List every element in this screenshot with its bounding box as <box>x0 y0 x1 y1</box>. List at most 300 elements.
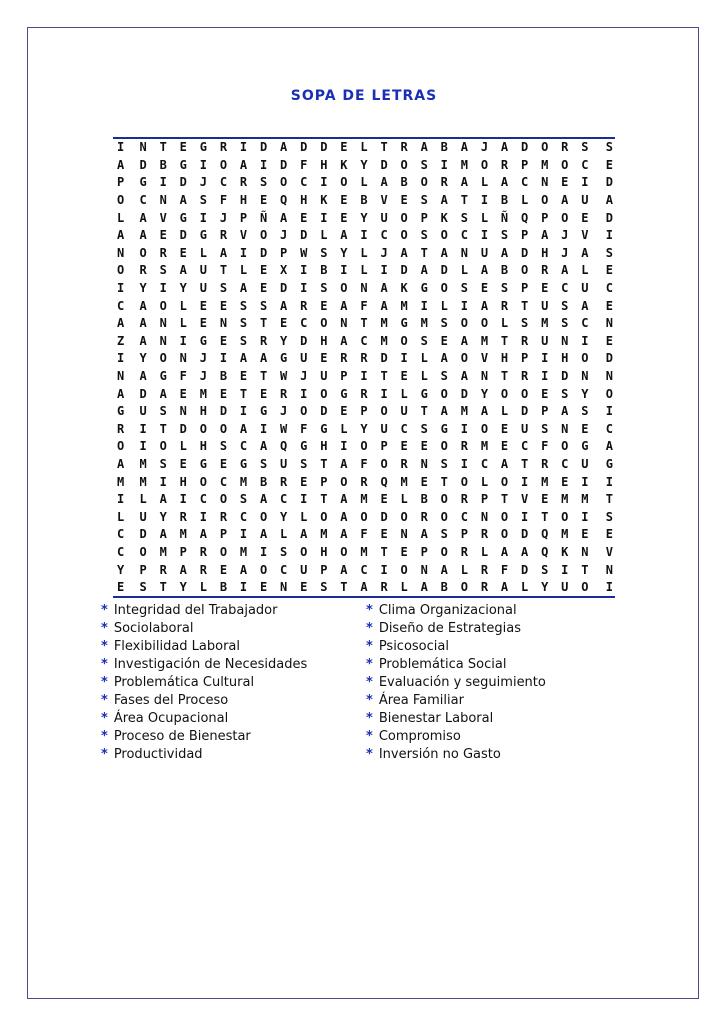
grid-letter: C <box>460 509 468 524</box>
grid-letter: M <box>239 544 248 559</box>
grid-letter: E <box>420 439 428 454</box>
bullet-asterisk: * <box>366 675 373 690</box>
grid-letter: K <box>561 544 569 559</box>
grid-letter: G <box>179 210 187 225</box>
grid-letter: I <box>400 351 408 366</box>
grid-letter: Q <box>280 193 288 208</box>
grid-row <box>113 297 615 315</box>
grid-letter: L <box>420 351 428 366</box>
grid-letter: C <box>561 456 569 471</box>
grid-letter: A <box>460 333 468 348</box>
grid-letter: A <box>420 263 428 278</box>
grid-letter: A <box>340 228 348 243</box>
grid-letter: E <box>159 228 167 243</box>
grid-letter: I <box>139 439 147 454</box>
grid-letter: N <box>605 562 613 577</box>
grid-letter: G <box>199 228 207 243</box>
grid-letter: H <box>179 474 187 489</box>
grid-letter: U <box>380 210 388 225</box>
grid-letter: I <box>605 404 613 419</box>
grid-letter: D <box>219 404 228 419</box>
grid-letter: P <box>380 439 388 454</box>
grid-letter: R <box>480 562 489 577</box>
grid-letter: A <box>440 404 448 419</box>
grid-letter: K <box>400 281 408 296</box>
word-label: Investigación de Necesidades <box>113 657 308 672</box>
grid-letter: Y <box>340 245 348 260</box>
word-list-item <box>366 728 546 746</box>
grid-letter: D <box>605 175 613 190</box>
grid-letter: I <box>300 492 308 507</box>
grid-letter: R <box>159 245 167 260</box>
grid-letter: S <box>239 316 248 331</box>
grid-letter: I <box>239 580 248 595</box>
grid-letter: B <box>440 140 448 155</box>
grid-letter: B <box>440 580 448 595</box>
grid-letter: N <box>117 245 125 260</box>
grid-letter: A <box>340 562 348 577</box>
grid-letter: V <box>480 351 489 366</box>
grid-letter: G <box>400 316 408 331</box>
grid-letter: N <box>280 580 288 595</box>
grid-letter: O <box>440 544 448 559</box>
grid-letter: N <box>561 421 569 436</box>
grid-letter: O <box>420 175 428 190</box>
grid-letter: I <box>159 474 167 489</box>
grid-letter: M <box>541 316 549 331</box>
grid-letter: D <box>605 351 613 366</box>
grid-row <box>113 403 615 421</box>
grid-letter: P <box>179 544 187 559</box>
grid-letter: O <box>480 157 489 172</box>
grid-letter: A <box>480 404 489 419</box>
grid-letter: O <box>159 298 167 313</box>
grid-letter: P <box>420 544 428 559</box>
grid-letter: N <box>139 140 147 155</box>
grid-letter: R <box>520 369 529 384</box>
grid-letter: Y <box>480 386 489 401</box>
word-list-item <box>366 620 546 638</box>
grid-letter: C <box>360 562 368 577</box>
grid-letter: S <box>300 456 308 471</box>
grid-letter: A <box>460 175 468 190</box>
grid-letter: R <box>360 351 368 366</box>
grid-letter: O <box>380 456 388 471</box>
grid-letter: M <box>360 544 368 559</box>
grid-letter: B <box>360 193 368 208</box>
grid-letter: A <box>561 193 569 208</box>
grid-letter: D <box>320 140 328 155</box>
grid-letter: T <box>259 316 268 331</box>
grid-letter: U <box>581 193 589 208</box>
grid-letter: I <box>300 263 308 278</box>
grid-letter: C <box>480 456 489 471</box>
grid-letter: T <box>440 474 448 489</box>
grid-letter: O <box>520 386 529 401</box>
grid-letter: L <box>199 245 207 260</box>
grid-letter: A <box>480 298 489 313</box>
grid-letter: S <box>581 140 589 155</box>
grid-letter: E <box>420 474 428 489</box>
grid-letter: C <box>219 474 228 489</box>
grid-row <box>113 456 615 474</box>
grid-letter: L <box>360 263 368 278</box>
grid-letter: M <box>320 527 328 542</box>
grid-letter: H <box>500 351 509 366</box>
grid-letter: A <box>259 439 268 454</box>
grid-row <box>113 385 615 403</box>
grid-letter: P <box>117 175 125 190</box>
grid-letter: M <box>561 492 569 507</box>
grid-letter: P <box>239 210 248 225</box>
grid-letter: U <box>541 333 549 348</box>
grid-letter: E <box>500 421 509 436</box>
grid-letter: M <box>139 456 147 471</box>
word-label: Inversión no Gasto <box>378 747 501 762</box>
grid-letter: R <box>360 386 368 401</box>
grid-letter: A <box>500 140 509 155</box>
grid-letter: E <box>541 492 549 507</box>
grid-letter: A <box>605 439 613 454</box>
grid-letter: D <box>259 140 268 155</box>
grid-letter: O <box>480 421 489 436</box>
grid-letter: O <box>300 404 308 419</box>
grid-letter: E <box>300 580 308 595</box>
grid-letter: Z <box>117 333 125 348</box>
grid-letter: S <box>159 456 167 471</box>
grid-letter: D <box>300 228 308 243</box>
grid-letter: T <box>520 298 529 313</box>
grid-letter: O <box>117 193 125 208</box>
grid-letter: L <box>320 228 328 243</box>
word-label: Bienestar Laboral <box>378 711 494 726</box>
bullet-asterisk: * <box>101 675 108 690</box>
grid-letter: N <box>605 369 613 384</box>
grid-letter: G <box>179 157 187 172</box>
grid-letter: S <box>320 281 328 296</box>
grid-letter: E <box>259 386 268 401</box>
grid-letter: V <box>239 228 248 243</box>
grid-letter: R <box>520 333 529 348</box>
grid-letter: A <box>460 369 468 384</box>
word-list-item <box>366 674 546 692</box>
grid-letter: C <box>139 193 147 208</box>
grid-letter: A <box>139 228 147 243</box>
grid-letter: D <box>561 369 569 384</box>
grid-letter: U <box>581 456 589 471</box>
grid-letter: O <box>139 245 147 260</box>
grid-letter: Q <box>280 439 288 454</box>
word-label: Área Familiar <box>378 693 464 708</box>
grid-letter: A <box>280 140 288 155</box>
grid-letter: M <box>159 544 167 559</box>
grid-letter: O <box>581 580 589 595</box>
grid-letter: R <box>380 580 388 595</box>
grid-letter: A <box>440 245 448 260</box>
grid-letter: E <box>605 298 613 313</box>
grid-letter: A <box>380 298 388 313</box>
grid-letter: S <box>561 298 569 313</box>
grid-letter: I <box>340 439 348 454</box>
word-list-item <box>101 728 307 746</box>
grid-letter: O <box>219 544 228 559</box>
grid-letter: S <box>239 298 248 313</box>
grid-letter: L <box>500 316 509 331</box>
grid-row <box>113 262 615 280</box>
grid-letter: S <box>159 263 167 278</box>
grid-letter: T <box>420 404 428 419</box>
grid-letter: O <box>340 175 348 190</box>
grid-letter: E <box>380 527 388 542</box>
grid-letter: O <box>219 492 228 507</box>
grid-letter: D <box>179 421 187 436</box>
grid-row <box>113 157 615 175</box>
grid-letter: S <box>440 527 448 542</box>
grid-letter: I <box>117 492 125 507</box>
grid-letter: O <box>400 333 408 348</box>
grid-letter: E <box>219 333 228 348</box>
grid-letter: E <box>340 210 348 225</box>
grid-letter: L <box>117 509 125 524</box>
grid-letter: D <box>300 140 308 155</box>
grid-letter: Y <box>581 386 589 401</box>
grid-letter: P <box>420 210 428 225</box>
grid-letter: E <box>541 386 549 401</box>
grid-letter: E <box>219 386 228 401</box>
grid-letter: E <box>541 281 549 296</box>
grid-letter: W <box>300 245 308 260</box>
grid-letter: O <box>541 193 549 208</box>
grid-letter: G <box>605 456 613 471</box>
grid-letter: Y <box>280 509 288 524</box>
grid-letter: H <box>320 439 328 454</box>
grid-letter: Y <box>179 281 187 296</box>
grid-letter: Y <box>159 509 167 524</box>
grid-letter: A <box>500 245 509 260</box>
grid-letter: V <box>581 228 589 243</box>
grid-letter: P <box>320 562 328 577</box>
grid-letter: I <box>460 456 468 471</box>
grid-letter: I <box>460 421 468 436</box>
grid-letter: O <box>541 140 549 155</box>
grid-letter: A <box>239 421 248 436</box>
grid-letter: O <box>340 474 348 489</box>
grid-letter: A <box>561 404 569 419</box>
grid-letter: S <box>420 333 428 348</box>
grid-letter: A <box>380 175 388 190</box>
grid-letter: L <box>420 369 428 384</box>
grid-letter: D <box>179 228 187 243</box>
grid-letter: W <box>280 369 288 384</box>
grid-letter: Ñ <box>500 210 509 225</box>
grid-letter: F <box>500 562 509 577</box>
grid-letter: G <box>199 456 207 471</box>
grid-letter: D <box>380 157 388 172</box>
grid-letter: E <box>440 333 448 348</box>
grid-letter: L <box>500 404 509 419</box>
grid-letter: O <box>380 404 388 419</box>
grid-letter: G <box>199 333 207 348</box>
grid-letter: M <box>380 316 388 331</box>
grid-letter: R <box>139 263 147 278</box>
grid-letter: R <box>219 140 228 155</box>
grid-letter: I <box>605 228 613 243</box>
grid-letter: E <box>400 544 408 559</box>
grid-letter: J <box>300 369 308 384</box>
grid-letter: O <box>605 386 613 401</box>
grid-row <box>113 280 615 298</box>
grid-letter: D <box>139 527 147 542</box>
word-list-item <box>101 620 307 638</box>
grid-letter: L <box>440 298 448 313</box>
grid-letter: O <box>320 509 328 524</box>
grid-letter: N <box>360 281 368 296</box>
grid-letter: R <box>440 175 448 190</box>
grid-letter: S <box>440 316 448 331</box>
grid-letter: J <box>199 175 207 190</box>
grid-letter: O <box>259 509 268 524</box>
grid-letter: A <box>239 562 248 577</box>
grid-letter: P <box>360 404 368 419</box>
grid-letter: O <box>400 509 408 524</box>
grid-letter: A <box>199 527 207 542</box>
grid-letter: E <box>340 140 348 155</box>
grid-letter: N <box>159 333 167 348</box>
grid-letter: S <box>420 228 428 243</box>
grid-letter: Q <box>541 527 549 542</box>
grid-letter: A <box>259 492 268 507</box>
grid-letter: S <box>219 281 228 296</box>
grid-letter: S <box>139 580 147 595</box>
grid-letter: O <box>500 527 509 542</box>
grid-letter: O <box>259 228 268 243</box>
grid-letter: C <box>400 421 408 436</box>
grid-letter: M <box>480 439 489 454</box>
grid-letter: F <box>219 193 228 208</box>
grid-letter: T <box>460 193 468 208</box>
word-list-item <box>366 710 546 728</box>
grid-letter: A <box>500 580 509 595</box>
grid-row <box>113 227 615 245</box>
grid-row <box>113 138 615 157</box>
grid-letter: A <box>139 298 147 313</box>
grid-letter: S <box>420 157 428 172</box>
grid-letter: T <box>259 369 268 384</box>
grid-letter: C <box>117 544 125 559</box>
grid-letter: S <box>259 298 268 313</box>
grid-letter: C <box>199 492 207 507</box>
grid-letter: I <box>541 369 549 384</box>
word-list-item <box>101 746 307 764</box>
word-label: Diseño de Estrategias <box>378 621 522 636</box>
grid-letter: O <box>460 474 468 489</box>
grid-letter: R <box>500 298 509 313</box>
grid-letter: I <box>380 562 388 577</box>
grid-letter: E <box>380 492 388 507</box>
grid-letter: N <box>561 333 569 348</box>
grid-letter: I <box>117 351 125 366</box>
grid-letter: L <box>199 580 207 595</box>
grid-letter: L <box>480 544 489 559</box>
grid-letter: E <box>561 474 569 489</box>
grid-letter: O <box>360 509 368 524</box>
grid-letter: B <box>219 580 228 595</box>
grid-letter: E <box>581 527 589 542</box>
grid-letter: E <box>500 439 509 454</box>
grid-letter: L <box>520 193 529 208</box>
grid-letter: U <box>300 562 308 577</box>
grid-letter: A <box>561 263 569 278</box>
grid-letter: D <box>380 351 388 366</box>
grid-row <box>113 192 615 210</box>
grid-letter: E <box>400 369 408 384</box>
grid-letter: E <box>179 245 187 260</box>
grid-letter: E <box>605 333 613 348</box>
grid-letter: Y <box>139 351 147 366</box>
grid-letter: J <box>480 140 489 155</box>
grid-letter: O <box>159 351 167 366</box>
grid-letter: A <box>420 527 428 542</box>
grid-letter: S <box>541 421 549 436</box>
grid-letter: B <box>500 263 509 278</box>
grid-letter: E <box>259 580 268 595</box>
grid-letter: T <box>320 456 328 471</box>
grid-letter: Y <box>360 210 368 225</box>
grid-letter: R <box>340 351 348 366</box>
grid-letter: I <box>360 369 368 384</box>
grid-letter: L <box>179 298 187 313</box>
grid-row <box>113 473 615 491</box>
word-search-grid <box>113 137 615 598</box>
grid-letter: A <box>460 140 468 155</box>
grid-letter: I <box>380 386 388 401</box>
grid-letter: A <box>179 193 187 208</box>
grid-letter: U <box>520 421 529 436</box>
grid-letter: P <box>480 492 489 507</box>
grid-letter: N <box>159 193 167 208</box>
grid-letter: H <box>320 333 328 348</box>
grid-letter: R <box>300 298 308 313</box>
grid-letter: E <box>239 369 248 384</box>
grid-letter: S <box>420 421 428 436</box>
grid-letter: F <box>300 157 308 172</box>
grid-letter: M <box>480 333 489 348</box>
grid-letter: O <box>139 544 147 559</box>
word-list-item <box>101 602 307 620</box>
grid-letter: P <box>340 369 348 384</box>
grid-letter: M <box>541 474 549 489</box>
grid-letter: I <box>460 298 468 313</box>
grid-letter: U <box>199 281 207 296</box>
grid-row <box>113 421 615 439</box>
grid-letter: A <box>500 544 509 559</box>
grid-letter: J <box>280 404 288 419</box>
grid-letter: V <box>159 210 167 225</box>
grid-letter: R <box>239 175 248 190</box>
grid-letter: K <box>440 210 448 225</box>
grid-letter: O <box>440 386 448 401</box>
grid-letter: I <box>117 140 125 155</box>
grid-letter: N <box>179 351 187 366</box>
grid-letter: I <box>360 228 368 243</box>
word-label: Problemática Social <box>378 657 507 672</box>
grid-letter: A <box>239 281 248 296</box>
grid-letter: U <box>561 580 569 595</box>
grid-letter: N <box>179 404 187 419</box>
grid-letter: R <box>500 157 509 172</box>
grid-letter: C <box>117 527 125 542</box>
grid-letter: C <box>520 175 529 190</box>
